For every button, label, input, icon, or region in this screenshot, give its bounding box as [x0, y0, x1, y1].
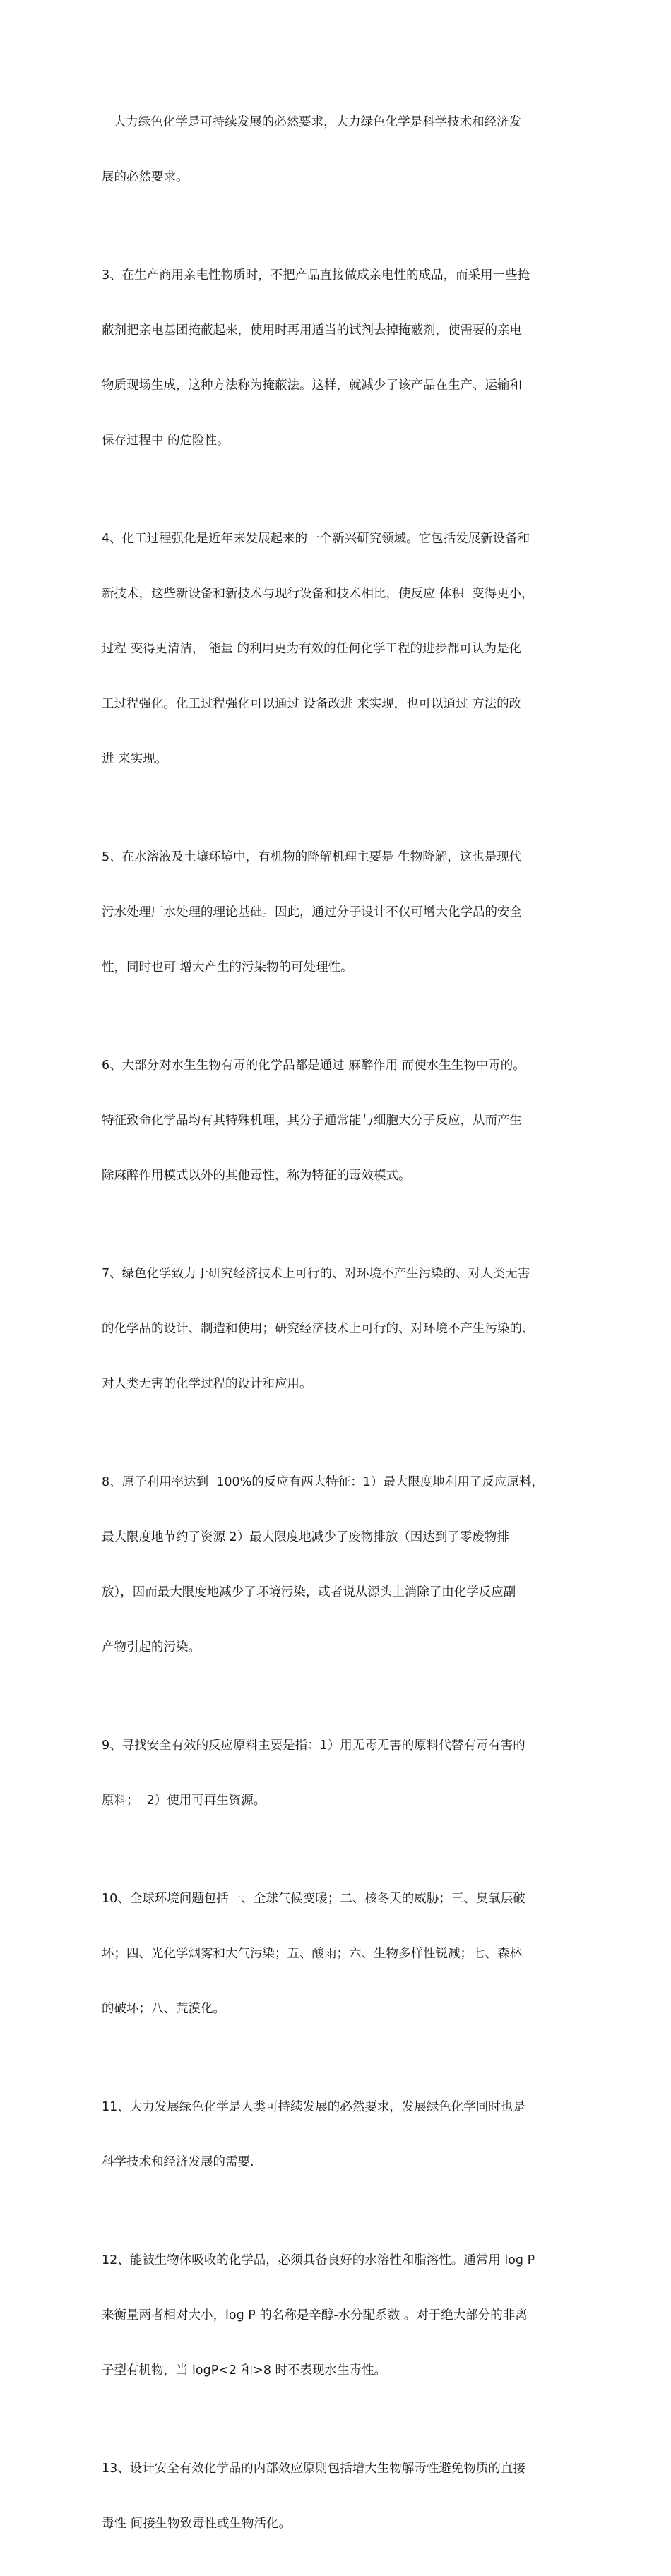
- text-line: 科学技术和经济发展的需要.: [102, 2155, 254, 2169]
- paragraph-13: [102, 2423, 571, 2570]
- text-line: 对人类无害的化学过程的设计和应用。: [102, 1377, 312, 1391]
- text-line: 原料； 2）使用可再生资源。: [102, 1794, 266, 1808]
- text-line: 性，同时也可 增大产生的污染物的可处理性。: [102, 960, 353, 974]
- text-line: 坏；四、光化学烟雾和大气污染；五、酸雨；六、生物多样性锐减；七、森林: [102, 1947, 522, 1961]
- text-line: 蔽剂把亲电基团掩蔽起来，使用时再用适当的试剂去掉掩蔽剂，使需要的亲电: [102, 323, 522, 338]
- text-line: 特征致命化学品均有其特殊机理，其分子通常能与细胞大分子反应，从而产生: [102, 1114, 522, 1128]
- text-line: 13、设计安全有效化学品的内部效应原则包括增大生物解毒性避免物质的直接: [102, 2462, 525, 2476]
- text-line: 来衡量两者相对大小，log P 的名称是辛醇-水分配系数 。对于绝大部分的非离: [102, 2308, 528, 2322]
- text-line: 4、化工过程强化是近年来发展起来的一个新兴研究领域。它包括发展新设备和: [102, 532, 530, 546]
- paragraph-9: [102, 1700, 571, 1847]
- text-line: 11、大力发展绿色化学是人类可持续发展的必然要求，发展绿色化学同时也是: [102, 2100, 525, 2114]
- text-line: 5、在水溶液及土壤环境中，有机物的降解机理主要是 生物降解，这也是现代: [102, 850, 522, 864]
- text-line: 产物引起的污染。: [102, 1640, 201, 1654]
- paragraph-3: [102, 229, 571, 487]
- text-line: 过程 变得更清洁， 能量 的利用更为有效的任何化学工程的进步都可认为是化: [102, 642, 522, 656]
- paragraph-10: [102, 1853, 571, 2055]
- text-line: 8、原子利用率达到 100%的反应有两大特征：1）最大限度地利用了反应原料，: [102, 1475, 544, 1489]
- paragraph-11: [102, 2061, 571, 2208]
- text-line: 工过程强化。化工过程强化可以通过 设备改进 来实现，也可以通过 方法的改: [102, 697, 522, 711]
- document-page: [102, 76, 571, 2576]
- text-line: 毒性 间接生物致毒性或生物活化。: [102, 2517, 292, 2531]
- text-line: 新技术，这些新设备和新技术与现行设备和技术相比，使反应 体积 变得更小，: [102, 587, 534, 601]
- text-line: 9、寻找安全有效的反应原料主要是指：1）用无毒无害的原料代替有毒有害的: [102, 1739, 525, 1753]
- paragraph-8: [102, 1436, 571, 1693]
- text-line: 物质现场生成，这种方法称为掩蔽法。这样，就减少了该产品在生产、运输和: [102, 378, 522, 393]
- paragraph-6: [102, 1020, 571, 1222]
- text-line: 6、大部分对水生生物有毒的化学品都是通过 麻醉作用 而使水生生物中毒的。: [102, 1059, 525, 1073]
- text-line: 放），因而最大限度地减少了环境污染，或者说从源头上消除了由化学反应副: [102, 1585, 516, 1599]
- text-line: 的化学品的设计、制造和使用；研究经济技术上可行的、对环境不产生污染的、: [102, 1322, 535, 1336]
- paragraph-intro: [102, 76, 571, 223]
- text-line: 除麻醉作用模式以外的其他毒性，称为特征的毒效模式。: [102, 1169, 411, 1183]
- text-line: 最大限度地节约了资源 2）最大限度地减少了废物排放（因达到了零废物排: [102, 1530, 509, 1544]
- paragraph-5: [102, 811, 571, 1013]
- paragraph-7: [102, 1228, 571, 1430]
- text-line: 10、全球环境问题包括一、全球气候变暖；二、核冬天的威胁；三、臭氧层破: [102, 1892, 525, 1906]
- text-line: 7、绿色化学致力于研究经济技术上可行的、对环境不产生污染的、对人类无害: [102, 1267, 530, 1281]
- text-line: 12、能被生物体吸收的化学品，必须具备良好的水溶性和脂溶性。通常用 log P: [102, 2253, 535, 2267]
- text-line: 展的必然要求。: [102, 170, 189, 184]
- paragraph-4: [102, 493, 571, 805]
- text-line: 污水处理厂水处理的理论基础。因此，通过分子设计不仅可增大化学品的安全: [102, 905, 522, 919]
- text-line: 大力绿色化学是可持续发展的必然要求，大力绿色化学是科学技术和经济发: [102, 115, 522, 129]
- text-line: 子型有机物，当 logP<2 和>8 时不表现水生毒性。: [102, 2363, 387, 2378]
- text-line: 的破坏；八、荒漠化。: [102, 2002, 225, 2016]
- paragraph-12: [102, 2214, 571, 2416]
- text-line: 保存过程中 的危险性。: [102, 434, 230, 448]
- text-line: 进 来实现。: [102, 752, 168, 766]
- text-line: 3、在生产商用亲电性物质时，不把产品直接做成亲电性的成品，而采用一些掩: [102, 268, 530, 282]
